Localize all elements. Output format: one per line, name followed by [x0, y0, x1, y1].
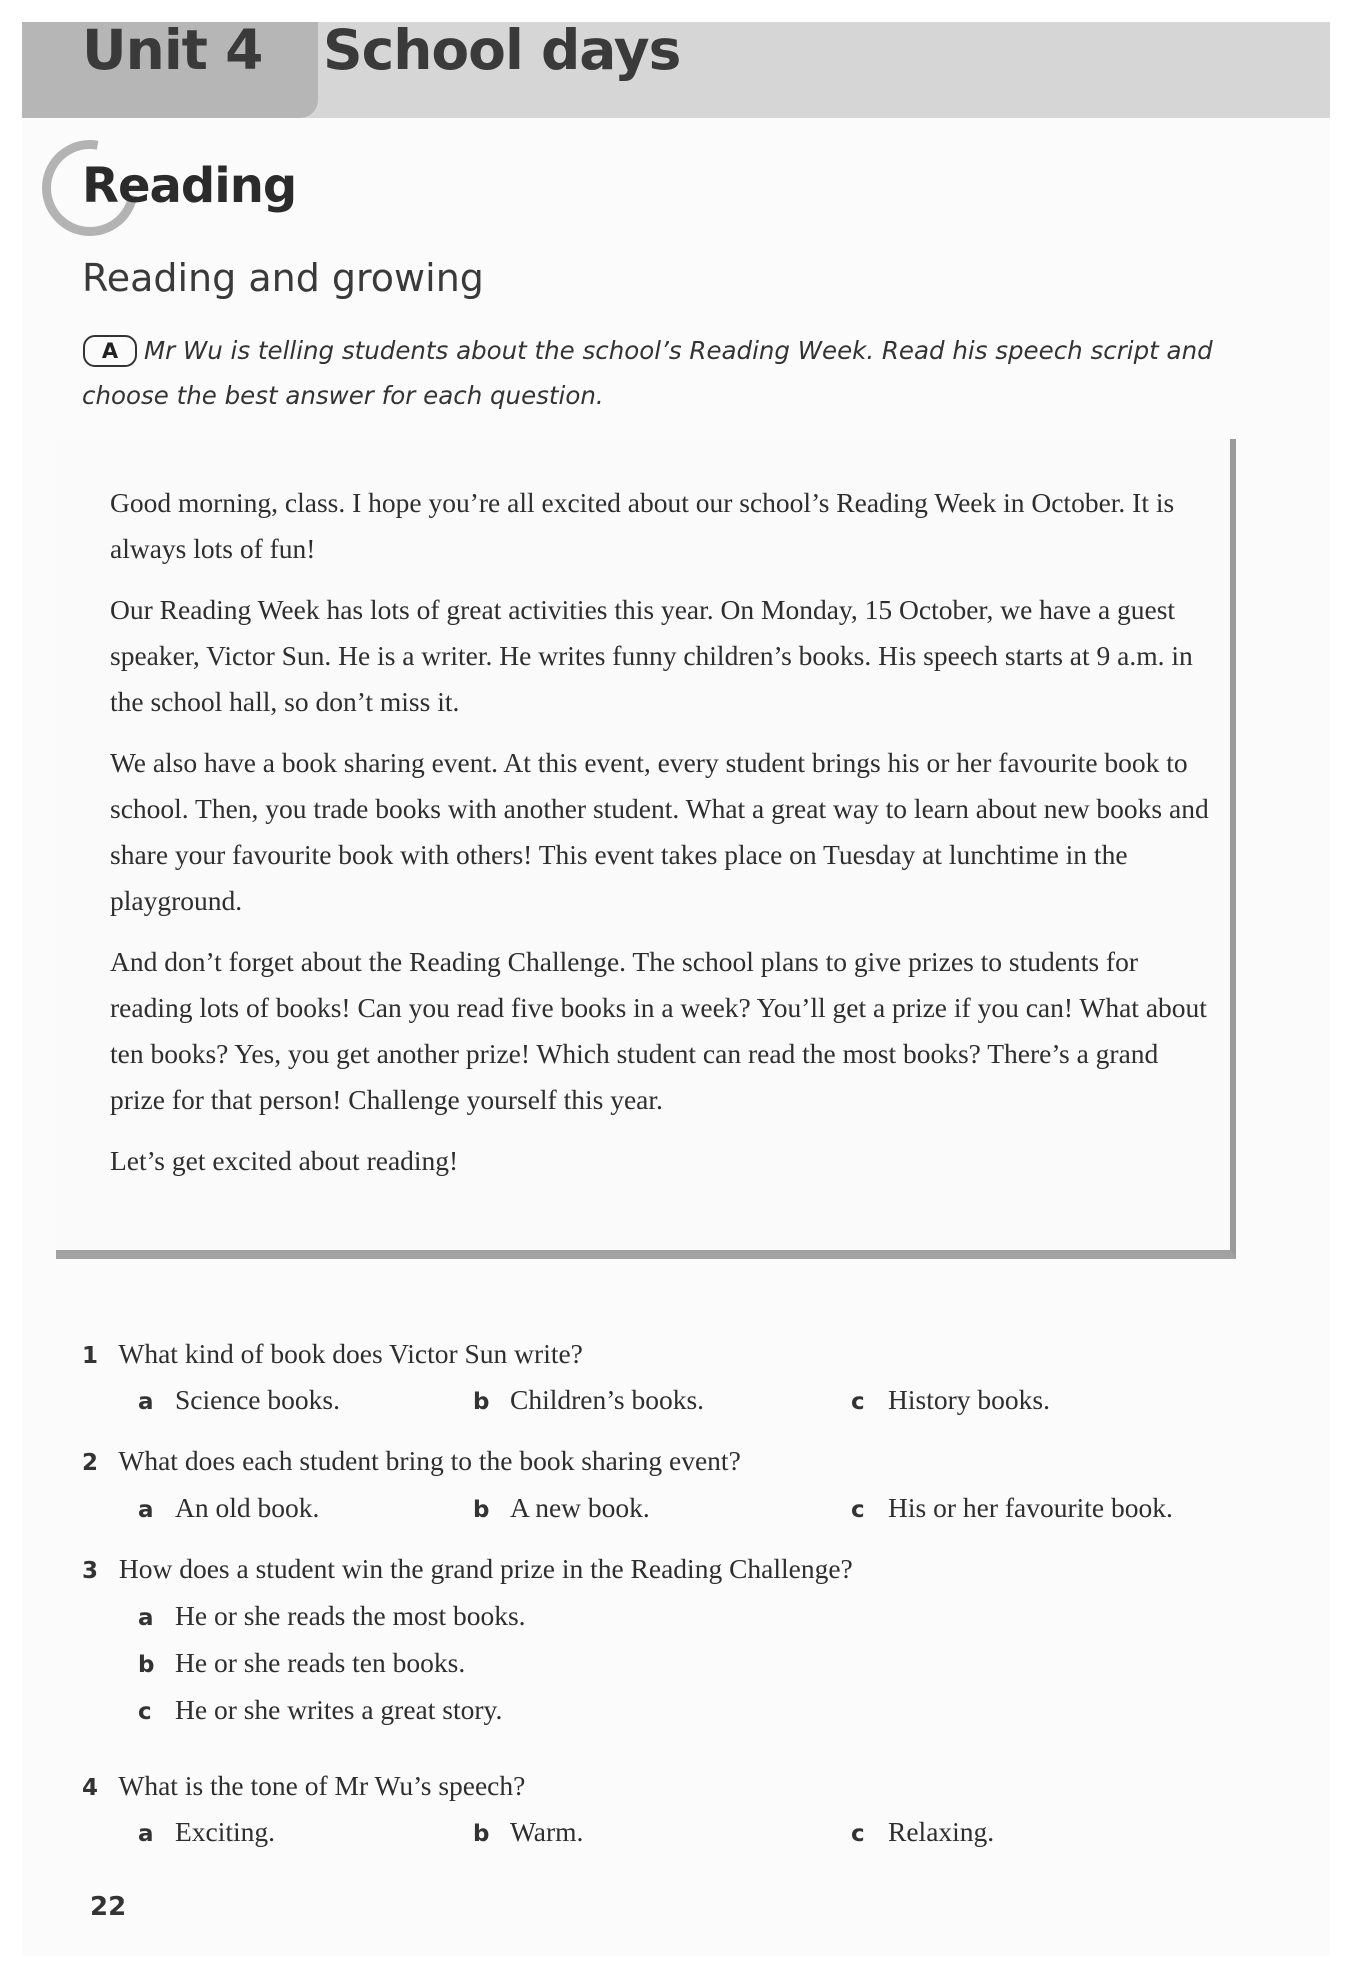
option-letter: c — [138, 1699, 152, 1725]
question-number: 1 — [82, 1343, 99, 1369]
question-number: 2 — [82, 1450, 99, 1476]
option-text: History books. — [888, 1384, 1050, 1415]
speech-paragraph: Good morning, class. I hope you’re all excited about our school’s Reading Week in October. It is always lots of fun! — [110, 487, 1175, 564]
option-text: He or she reads ten books. — [175, 1647, 466, 1678]
option-1b[interactable] — [473, 1384, 704, 1416]
option-text: An old book. — [175, 1492, 320, 1523]
option-letter: b — [138, 1652, 155, 1678]
option-1a[interactable] — [138, 1384, 340, 1416]
option-letter: c — [851, 1821, 865, 1847]
speech-script — [110, 480, 1210, 1199]
speech-paragraph: Our Reading Week has lots of great activities this year. On Monday, 15 October, we have a guest speaker, Victor Sun. He is a writer. He writes funny children’s books. His speech starts at 9 a.m. in the school hall, so don’t miss it. — [110, 594, 1193, 717]
option-text: He or she reads the most books. — [175, 1600, 526, 1631]
option-3b[interactable] — [138, 1647, 465, 1679]
question-text: What is the tone of Mr Wu’s speech? — [118, 1770, 526, 1801]
option-2b[interactable] — [473, 1492, 650, 1524]
option-letter: b — [473, 1821, 490, 1847]
speech-paragraph: Let’s get excited about reading! — [110, 1145, 459, 1176]
instruction-text: Mr Wu is telling students about the school’s Reading Week. Read his speech script and choose the best answer for each question. — [82, 336, 1213, 410]
option-letter: b — [473, 1497, 490, 1523]
option-text: He or she writes a great story. — [175, 1694, 503, 1725]
question-text: How does a student win the grand prize in the Reading Challenge? — [118, 1553, 853, 1584]
question-4 — [82, 1770, 1282, 1802]
unit-title: School days — [323, 18, 681, 82]
option-letter: c — [851, 1497, 865, 1523]
question-2 — [82, 1445, 1282, 1477]
question-1 — [82, 1338, 1282, 1370]
option-letter: a — [138, 1605, 154, 1631]
question-text: What does each student bring to the book sharing event? — [118, 1445, 741, 1476]
option-1c[interactable] — [851, 1384, 1050, 1416]
option-4b[interactable] — [473, 1816, 583, 1848]
option-2a[interactable] — [138, 1492, 319, 1524]
option-text: A new book. — [510, 1492, 650, 1523]
speech-paragraph: And don’t forget about the Reading Challenge. The school plans to give prizes to students for reading lots of books! Can you read five books in a week? You’ll get a prize if you can! What about ten books? Yes, you get another prize! Which student can read the most books? There’s a grand prize for that person! Challenge yourself this year. — [110, 946, 1207, 1115]
option-letter: a — [138, 1389, 154, 1415]
option-2c[interactable] — [851, 1492, 1173, 1524]
option-3a[interactable] — [138, 1600, 526, 1632]
page-number: 22 — [90, 1892, 127, 1922]
option-4c[interactable] — [851, 1816, 994, 1848]
option-letter: a — [138, 1497, 154, 1523]
option-text: Children’s books. — [510, 1384, 705, 1415]
option-letter: a — [138, 1821, 154, 1847]
question-number: 3 — [82, 1558, 99, 1584]
option-text: His or her favourite book. — [888, 1492, 1173, 1523]
option-text: Exciting. — [175, 1816, 276, 1847]
speech-paragraph: We also have a book sharing event. At this event, every student brings his or her favourite book to school. Then, you trade books with another student. What a great way to learn about new books and share your favourite book with others! This event takes place on Tuesday at lunchtime in the playground. — [110, 747, 1209, 916]
option-text: Warm. — [510, 1816, 584, 1847]
question-text: What kind of book does Victor Sun write? — [118, 1338, 583, 1369]
exercise-badge: A — [83, 335, 137, 367]
unit-label: Unit 4 — [82, 18, 263, 82]
option-letter: c — [851, 1389, 865, 1415]
option-text: Science books. — [175, 1384, 340, 1415]
option-text: Relaxing. — [888, 1816, 995, 1847]
option-letter: b — [473, 1389, 490, 1415]
question-number: 4 — [82, 1775, 99, 1801]
question-3 — [82, 1553, 1282, 1585]
section-heading: Reading — [82, 158, 297, 214]
option-3c[interactable] — [138, 1694, 502, 1726]
option-4a[interactable] — [138, 1816, 275, 1848]
sub-heading: Reading and growing — [82, 256, 484, 300]
